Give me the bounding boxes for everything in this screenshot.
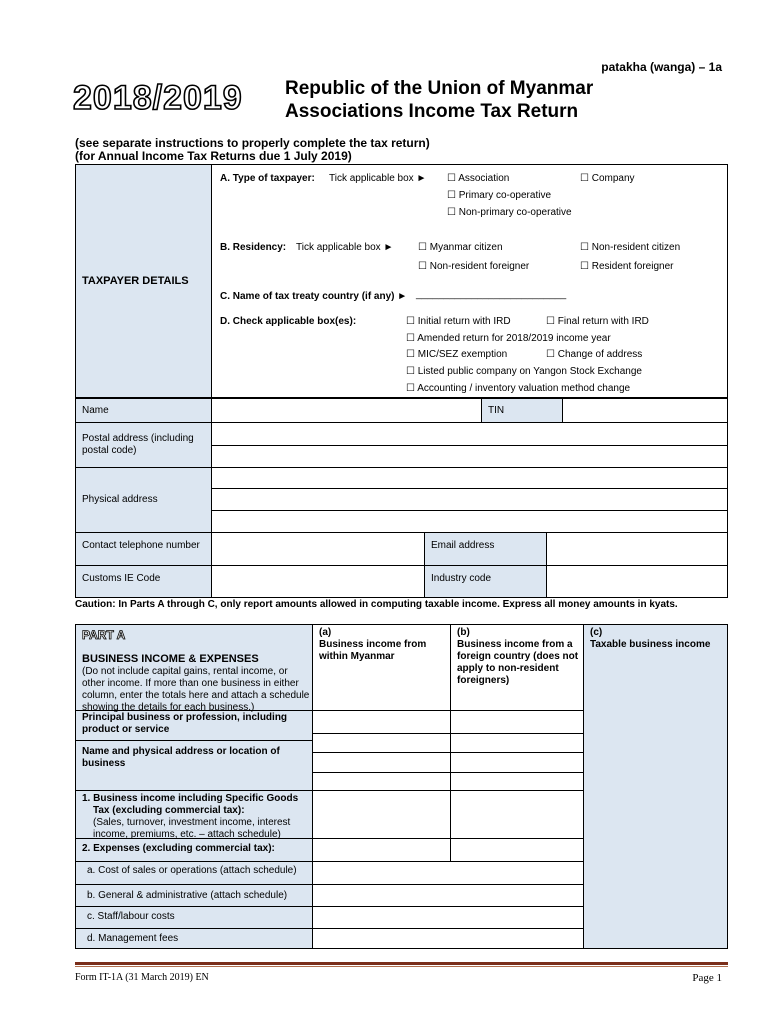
checkbox-icon[interactable]: ☐ bbox=[447, 173, 456, 184]
footer-form-id: Form IT-1A (31 March 2019) EN bbox=[75, 972, 209, 983]
email-label: Email address bbox=[431, 540, 495, 551]
check-boxes-label: D. Check applicable box(es): bbox=[220, 316, 357, 327]
postal-address-label: Postal address (including postal code) bbox=[82, 433, 194, 456]
customs-label: Customs IE Code bbox=[82, 573, 161, 584]
checkbox-icon[interactable]: ☐ bbox=[546, 316, 555, 327]
col-b-header: (b) Business income from a foreign country (does not apply to non-resident foreigners) bbox=[457, 627, 579, 686]
treaty-country-field[interactable]: ___________________________ bbox=[416, 289, 567, 300]
checkbox-icon[interactable]: ☐ bbox=[418, 261, 427, 272]
form-code: patakha (wanga) – 1a bbox=[601, 60, 722, 74]
checkbox-icon[interactable]: ☐ bbox=[580, 242, 589, 253]
industry-label: Industry code bbox=[431, 573, 492, 584]
option-initial-return[interactable]: ☐ Initial return with IRD bbox=[406, 316, 511, 327]
col-c-header: (c) Taxable business income bbox=[590, 627, 711, 650]
row-2-label: 2. Expenses (excluding commercial tax): bbox=[82, 843, 275, 854]
checkbox-icon[interactable]: ☐ bbox=[406, 366, 415, 377]
residency-label: B. Residency: bbox=[220, 242, 287, 253]
checkbox-icon[interactable]: ☐ bbox=[580, 173, 589, 184]
option-myanmar-citizen[interactable]: ☐ Myanmar citizen bbox=[418, 242, 503, 253]
footer-rule-thin bbox=[75, 966, 728, 967]
option-non-primary-cooperative[interactable]: ☐ Non-primary co-operative bbox=[447, 207, 572, 218]
checkbox-icon[interactable]: ☐ bbox=[580, 261, 589, 272]
phone-field[interactable] bbox=[213, 534, 422, 564]
type-of-taxpayer-label: A. Type of taxpayer: bbox=[220, 173, 315, 184]
checkbox-icon[interactable]: ☐ bbox=[406, 383, 415, 394]
principal-business-label: Principal business or profession, including product or service bbox=[82, 712, 288, 735]
industry-field[interactable] bbox=[548, 567, 726, 597]
row-2c-label: c. Staff/labour costs bbox=[87, 911, 175, 922]
residency-tick-hint: Tick applicable box ► bbox=[296, 242, 394, 253]
checkbox-icon[interactable]: ☐ bbox=[447, 207, 456, 218]
tin-label: TIN bbox=[488, 405, 505, 416]
option-non-resident-foreigner[interactable]: ☐ Non-resident foreigner bbox=[418, 261, 530, 272]
business-location-label: Name and physical address or location of business bbox=[82, 746, 280, 769]
option-resident-foreigner[interactable]: ☐ Resident foreigner bbox=[580, 261, 674, 272]
part-a-heading: BUSINESS INCOME & EXPENSES bbox=[82, 653, 259, 665]
name-label: Name bbox=[82, 405, 109, 416]
tin-field[interactable] bbox=[564, 400, 726, 420]
col-a-header: (a) Business income from within Myanmar bbox=[319, 627, 427, 662]
checkbox-icon[interactable]: ☐ bbox=[406, 349, 415, 360]
row-2b-label: b. General & administrative (attach schedule) bbox=[87, 890, 288, 901]
title-line-2: Associations Income Tax Return bbox=[285, 101, 579, 122]
option-primary-cooperative[interactable]: ☐ Primary co-operative bbox=[447, 190, 552, 201]
instruction-line-1: (see separate instructions to properly complete the tax return) bbox=[75, 136, 430, 150]
type-tick-hint: Tick applicable box ► bbox=[329, 173, 427, 184]
option-company[interactable]: ☐ Company bbox=[580, 173, 635, 184]
option-final-return[interactable]: ☐ Final return with IRD bbox=[546, 316, 649, 327]
checkbox-icon[interactable]: ☐ bbox=[447, 190, 456, 201]
part-a-note: (Do not include capital gains, rental income, or other income. If more than one business in either column, enter the totals here and attach a schedule showing the details for each business.) bbox=[82, 666, 310, 713]
row-2d-label: d. Management fees bbox=[87, 933, 179, 944]
instruction-line-2: (for Annual Income Tax Returns due 1 July 2019) bbox=[75, 149, 352, 163]
instructions bbox=[75, 137, 430, 163]
checkbox-icon[interactable]: ☐ bbox=[406, 333, 415, 344]
caution-text: Caution: In Parts A through C, only report amounts allowed in computing taxable income. Express all money amounts in kyats. bbox=[75, 599, 678, 610]
footer-rule bbox=[75, 962, 728, 965]
treaty-country-label: C. Name of tax treaty country (if any) ► bbox=[220, 291, 408, 302]
row-2a-label: a. Cost of sales or operations (attach schedule) bbox=[87, 865, 297, 876]
form-title bbox=[285, 77, 593, 123]
title-line-1: Republic of the Union of Myanmar bbox=[285, 78, 594, 99]
part-a-title: PART A bbox=[82, 628, 126, 642]
option-association[interactable]: ☐ Association bbox=[447, 173, 510, 184]
row-1-label: 1. Business income including Specific Goods Tax (excluding commercial tax): (Sales, turnover, investment income, interest income, premiums, etc. – attach schedule) bbox=[82, 793, 299, 840]
checkbox-icon[interactable]: ☐ bbox=[418, 242, 427, 253]
customs-field[interactable] bbox=[213, 567, 422, 597]
checkbox-icon[interactable]: ☐ bbox=[546, 349, 555, 360]
taxpayer-details-label: TAXPAYER DETAILS bbox=[82, 275, 189, 287]
physical-address-label: Physical address bbox=[82, 494, 158, 505]
option-amended-return[interactable]: ☐ Amended return for 2018/2019 income year bbox=[406, 333, 611, 344]
physical-address-field[interactable] bbox=[213, 469, 726, 531]
footer-page-number: Page 1 bbox=[692, 972, 722, 984]
option-accounting-change[interactable]: ☐ Accounting / inventory valuation method change bbox=[406, 383, 631, 394]
option-change-address[interactable]: ☐ Change of address bbox=[546, 349, 643, 360]
option-mic-sez[interactable]: ☐ MIC/SEZ exemption bbox=[406, 349, 508, 360]
option-non-resident-citizen[interactable]: ☐ Non-resident citizen bbox=[580, 242, 681, 253]
email-field[interactable] bbox=[548, 534, 726, 564]
postal-address-field[interactable] bbox=[213, 424, 726, 466]
name-field[interactable] bbox=[213, 400, 479, 420]
phone-label: Contact telephone number bbox=[82, 540, 200, 551]
option-listed-company[interactable]: ☐ Listed public company on Yangon Stock Exchange bbox=[406, 366, 642, 377]
checkbox-icon[interactable]: ☐ bbox=[406, 316, 415, 327]
form-year: 2018/2019 bbox=[73, 79, 243, 117]
